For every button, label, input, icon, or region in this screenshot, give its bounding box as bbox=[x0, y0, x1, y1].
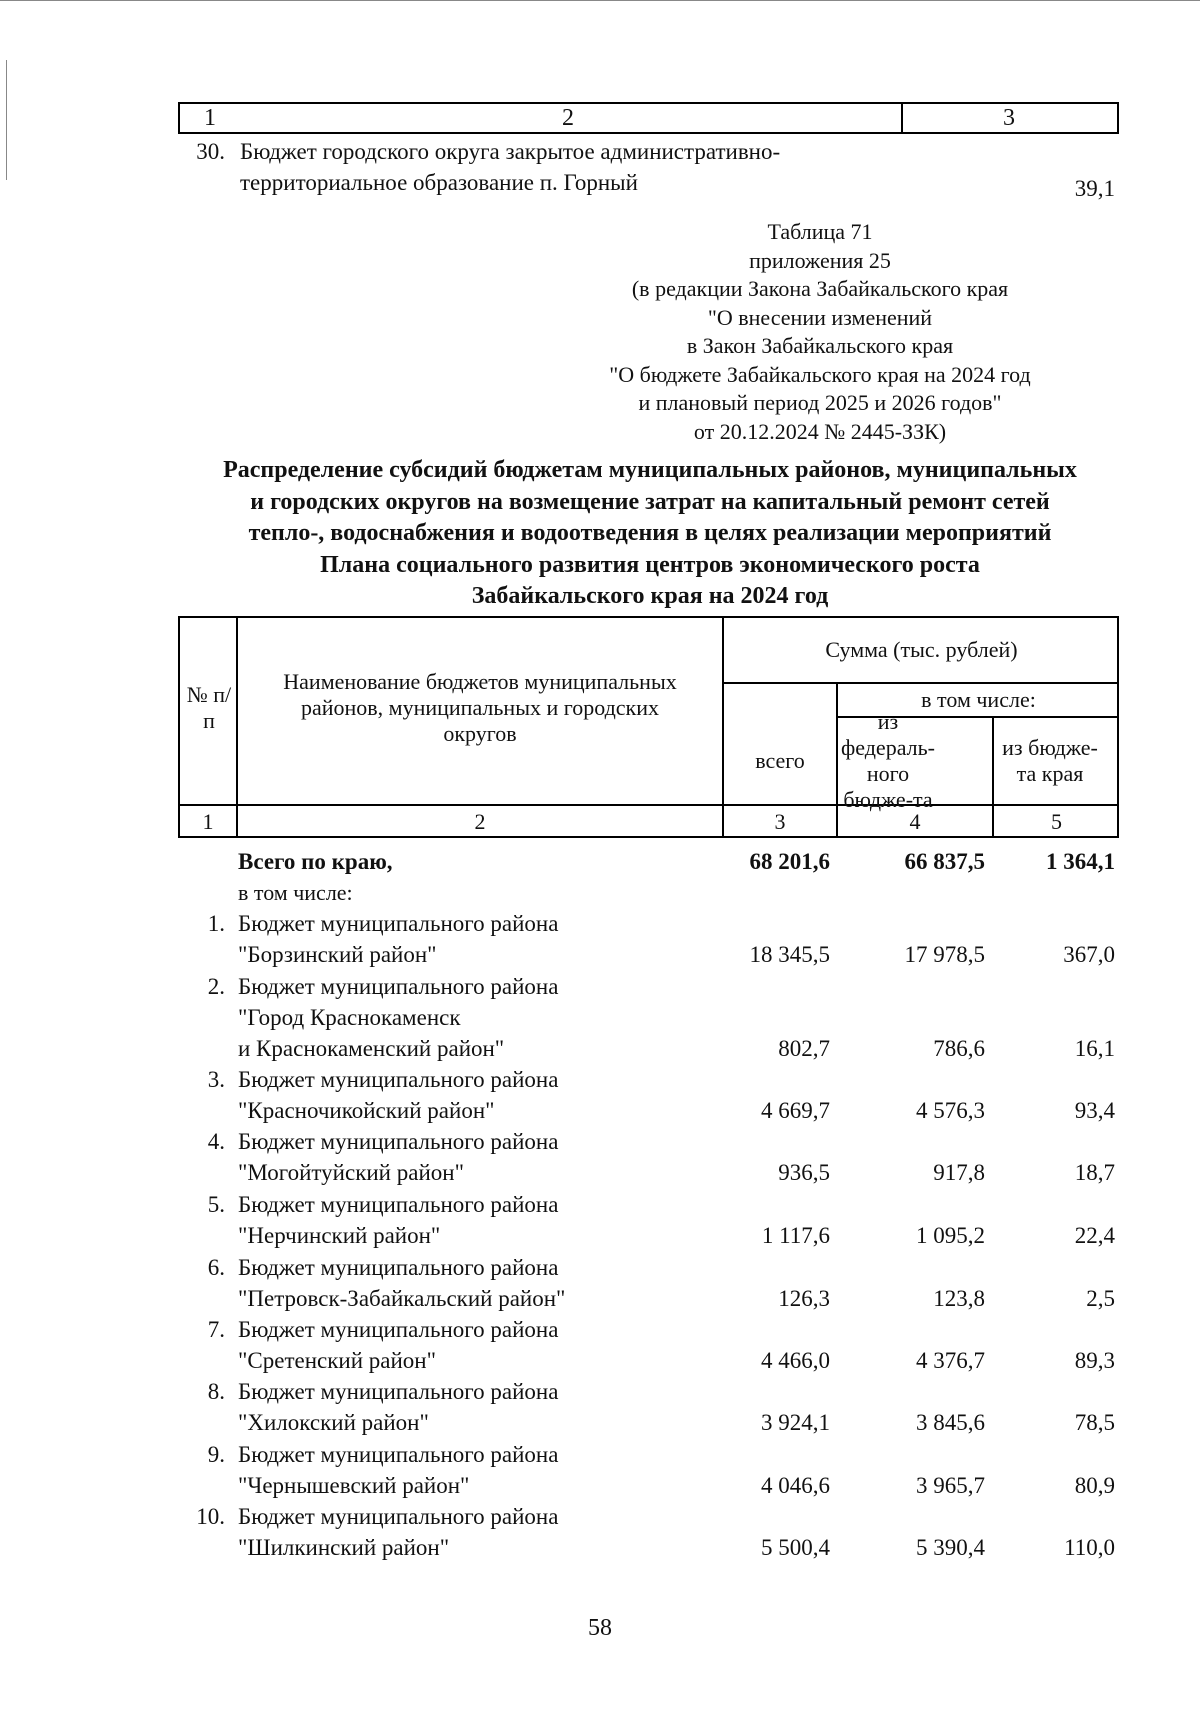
col-num-2: 2 bbox=[474, 809, 486, 834]
row-federal: 5 390,4 bbox=[916, 1535, 985, 1560]
appendix-line: от 20.12.2024 № 2445-ЗЗК) bbox=[693, 418, 947, 444]
header-total: всего bbox=[755, 748, 805, 773]
row-federal: 3 965,7 bbox=[916, 1473, 985, 1498]
main-table-header bbox=[178, 616, 1119, 838]
col-num-4: 4 bbox=[909, 809, 921, 834]
document-title bbox=[170, 455, 1130, 613]
row-name-line3: и Краснокаменский район" bbox=[238, 1036, 505, 1061]
row-total: 18 345,5 bbox=[749, 942, 830, 967]
total-row-total: 68 201,6 bbox=[749, 849, 830, 874]
row-index: 2. bbox=[207, 974, 225, 999]
row-federal: 123,8 bbox=[933, 1286, 985, 1311]
col-num-1: 1 bbox=[202, 809, 214, 834]
row-federal: 786,6 bbox=[933, 1036, 985, 1061]
row-index: 9. bbox=[207, 1442, 225, 1467]
row-regional: 367,0 bbox=[1063, 942, 1115, 967]
row-name-line1: Бюджет муниципального района bbox=[238, 1192, 559, 1217]
top-col-2-label: 2 bbox=[562, 104, 574, 131]
header-including: в том числе: bbox=[921, 687, 1036, 712]
appendix-block bbox=[560, 218, 1080, 446]
scan-edge-left bbox=[6, 60, 7, 180]
title-line: Распределение субсидий бюджетам муниципальных районов, муниципальных bbox=[223, 457, 1077, 483]
row-name-line2: "Город Краснокаменск bbox=[238, 1005, 461, 1030]
row-regional: 89,3 bbox=[1074, 1348, 1115, 1373]
title-line: Забайкальского края на 2024 год bbox=[471, 583, 829, 609]
row-index: 8. bbox=[207, 1379, 225, 1404]
scan-edge-top bbox=[0, 0, 1200, 1]
row-name-line2: "Петровск-Забайкальский район" bbox=[238, 1286, 566, 1311]
row-name-line1: Бюджет муниципального района bbox=[238, 1067, 559, 1092]
page-number: 58 bbox=[588, 1615, 612, 1641]
row-name-line2: "Шилкинский район" bbox=[238, 1535, 450, 1560]
appendix-line: "О бюджете Забайкальского края на 2024 год bbox=[609, 361, 1031, 387]
row-index: 3. bbox=[207, 1067, 225, 1092]
appendix-line: Таблица 71 bbox=[767, 219, 873, 244]
row-name-line2: "Борзинский район" bbox=[238, 942, 437, 967]
header-name: Наименование бюджетов муниципальных районов, муниципальных и городских округов bbox=[283, 669, 677, 746]
row-name-line2: "Могойтуйский район" bbox=[238, 1160, 464, 1185]
row-regional: 22,4 bbox=[1074, 1223, 1115, 1248]
appendix-line: приложения 25 bbox=[749, 247, 891, 273]
title-line: тепло-, водоснабжения и водоотведения в целях реализации мероприятий bbox=[248, 520, 1052, 546]
row-regional: 2,5 bbox=[1086, 1286, 1115, 1311]
header-num: № п/п bbox=[186, 682, 232, 733]
row-regional: 16,1 bbox=[1074, 1036, 1115, 1061]
row-federal: 17 978,5 bbox=[904, 942, 985, 967]
row-index: 7. bbox=[207, 1317, 225, 1342]
row-name-line2: "Красночикойский район" bbox=[238, 1098, 495, 1123]
row-name-line1: Бюджет муниципального района bbox=[238, 911, 559, 936]
row-index: 6. bbox=[207, 1255, 225, 1280]
total-row-federal: 66 837,5 bbox=[904, 849, 985, 874]
top-row-name-line1: Бюджет городского округа закрытое административно- bbox=[240, 139, 781, 164]
appendix-line: и плановый период 2025 и 2026 годов" bbox=[638, 390, 1002, 415]
appendix-line: (в редакции Закона Забайкальского края bbox=[631, 276, 1009, 301]
row-name-line1: Бюджет муниципального района bbox=[238, 974, 559, 999]
row-total: 4 466,0 bbox=[761, 1348, 830, 1373]
row-name-line2: "Нерчинский район" bbox=[238, 1223, 441, 1248]
row-total: 126,3 bbox=[778, 1286, 830, 1311]
top-row-index: 30. bbox=[196, 139, 225, 164]
row-name-line1: Бюджет муниципального района bbox=[238, 1129, 559, 1154]
row-name-line1: Бюджет муниципального района bbox=[238, 1504, 559, 1529]
title-line: Плана социального развития центров экономического роста bbox=[320, 551, 980, 578]
row-index: 4. bbox=[207, 1129, 225, 1154]
row-name-line1: Бюджет муниципального района bbox=[238, 1379, 559, 1404]
title-line: и городских округов на возмещение затрат на капитальный ремонт сетей bbox=[250, 488, 1050, 515]
row-name-line2: "Хилокский район" bbox=[238, 1410, 429, 1435]
row-total: 4 046,6 bbox=[761, 1473, 830, 1498]
top-col-3: 3 bbox=[1003, 104, 1015, 131]
row-regional: 93,4 bbox=[1074, 1098, 1115, 1123]
row-name-line1: Бюджет муниципального района bbox=[238, 1317, 559, 1342]
row-federal: 1 095,2 bbox=[916, 1223, 985, 1248]
header-federal: из федераль-ного бюдже-та bbox=[841, 709, 935, 812]
row-regional: 78,5 bbox=[1074, 1410, 1115, 1435]
total-row-sub: в том числе: bbox=[238, 880, 353, 905]
row-name-line2: "Чернышевский район" bbox=[238, 1473, 470, 1498]
row-federal: 4 576,3 bbox=[916, 1098, 985, 1123]
row-regional: 110,0 bbox=[1064, 1535, 1115, 1560]
header-regional: из бюдже-та края bbox=[1002, 735, 1098, 786]
row-federal: 3 845,6 bbox=[916, 1410, 985, 1435]
row-federal: 4 376,7 bbox=[916, 1348, 985, 1373]
total-row-regional: 1 364,1 bbox=[1046, 849, 1115, 874]
top-row-name-line2: территориальное образование п. Горный bbox=[240, 170, 638, 195]
row-name-line1: Бюджет муниципального района bbox=[238, 1255, 559, 1280]
row-total: 802,7 bbox=[778, 1036, 830, 1061]
row-total: 936,5 bbox=[778, 1160, 830, 1185]
row-total: 1 117,6 bbox=[761, 1223, 830, 1248]
row-total: 5 500,4 bbox=[761, 1535, 830, 1560]
row-name-line1: Бюджет муниципального района bbox=[238, 1442, 559, 1467]
row-index: 1. bbox=[207, 911, 225, 936]
row-regional: 18,7 bbox=[1074, 1160, 1115, 1185]
row-total: 4 669,7 bbox=[761, 1098, 830, 1123]
appendix-line: в Закон Забайкальского края bbox=[686, 333, 954, 358]
row-index: 5. bbox=[207, 1192, 225, 1217]
header-sum: Сумма (тыс. рублей) bbox=[825, 637, 1018, 662]
appendix-line: "О внесении изменений bbox=[707, 304, 933, 330]
row-regional: 80,9 bbox=[1074, 1473, 1115, 1498]
col-num-3: 3 bbox=[774, 809, 786, 834]
row-federal: 917,8 bbox=[933, 1160, 985, 1185]
top-row-value: 39,1 bbox=[1074, 176, 1115, 201]
top-col-1: 1 bbox=[204, 104, 216, 131]
row-name-line2: "Сретенский район" bbox=[238, 1348, 436, 1373]
total-row-label: Всего по краю, bbox=[238, 849, 393, 874]
row-index: 10. bbox=[196, 1504, 225, 1529]
row-total: 3 924,1 bbox=[761, 1410, 830, 1435]
col-num-5: 5 bbox=[1051, 809, 1062, 834]
